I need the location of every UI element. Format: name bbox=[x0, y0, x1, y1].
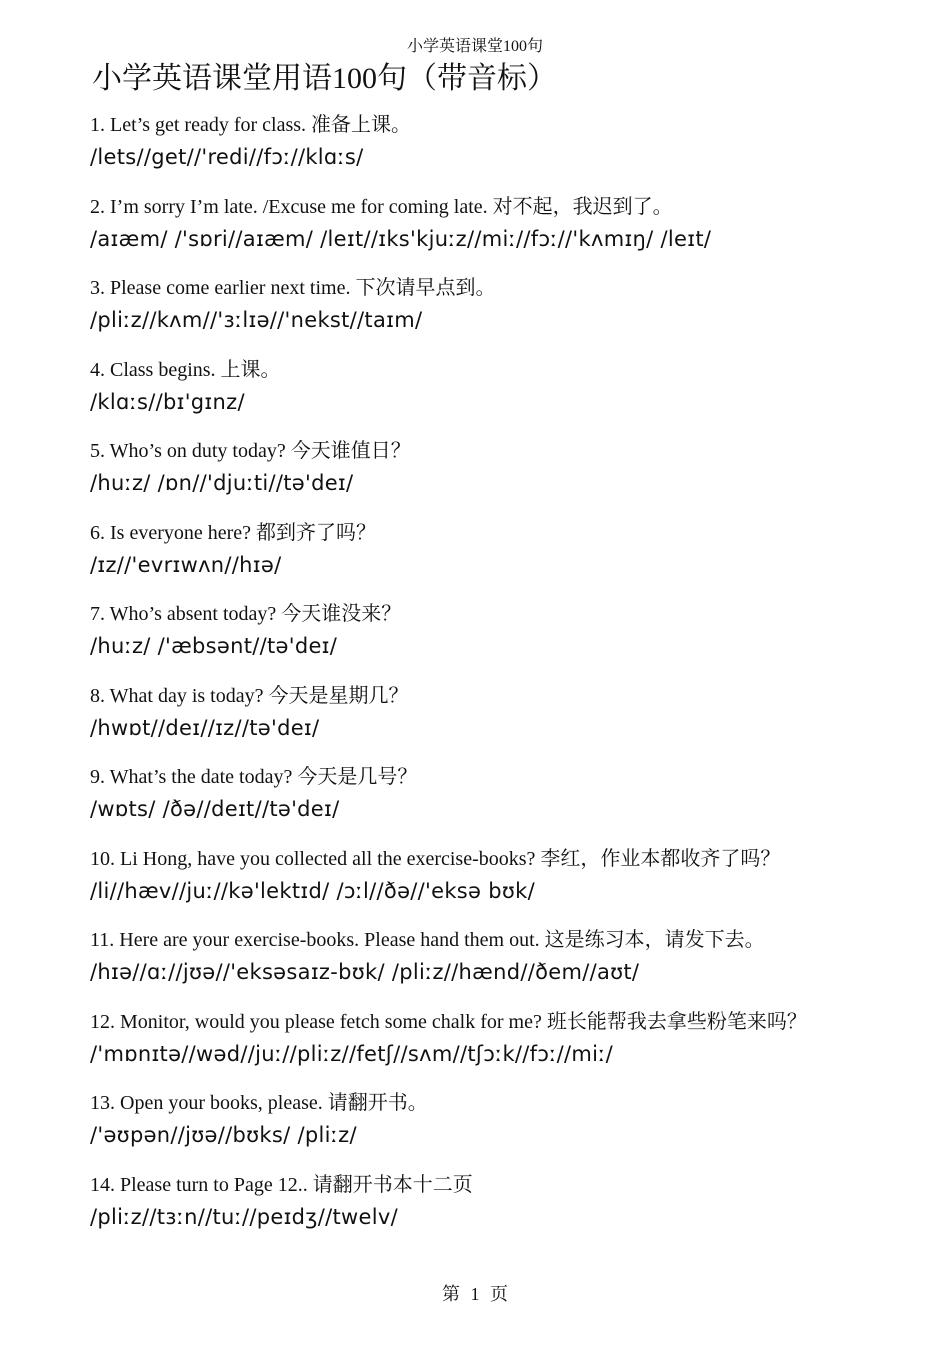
phonetic-text: /klɑːs//bɪ'gɪnz/ bbox=[90, 389, 245, 414]
list-item bbox=[90, 762, 910, 844]
phonetic-text: /hɪə//ɑː//jʊə//'eksəsaɪz-bʊk/ /pliːz//hænd//ðem//aʊt/ bbox=[90, 960, 640, 984]
sentence-text: 13. Open your books, please. 请翻开书。 bbox=[90, 1092, 428, 1114]
list-item bbox=[90, 436, 910, 518]
sentence-text: 2. I’m sorry I’m late. /Excuse me for coming late. 对不起，我迟到了。 bbox=[90, 195, 673, 218]
sentence-text: 6. Is everyone here? 都到齐了吗？ bbox=[90, 521, 377, 544]
phonetic-text: /lets//get//'redi//fɔː//klɑːs/ bbox=[90, 145, 364, 169]
sentence-text: 7. Who’s absent today? 今天谁没来？ bbox=[90, 603, 402, 625]
sentence-text: 5. Who’s on duty today? 今天谁值日？ bbox=[90, 440, 411, 462]
list-item bbox=[90, 844, 910, 926]
list-item bbox=[90, 273, 910, 355]
list-item bbox=[90, 110, 910, 192]
list-item bbox=[90, 681, 910, 763]
list-item bbox=[90, 355, 910, 437]
running-header: 小学英语课堂100句 bbox=[406, 38, 543, 55]
phonetic-text: /'əʊpən//jʊə//bʊks/ /pliːz/ bbox=[90, 1123, 357, 1147]
page-title: 小学英语课堂用语100句（带音标） bbox=[92, 62, 557, 95]
list-item bbox=[90, 1007, 910, 1089]
phrase-list bbox=[90, 110, 910, 1251]
phonetic-text: /huːz/ /'æbsənt//tə'deɪ/ bbox=[90, 634, 338, 658]
sentence-text: 9. What’s the date today? 今天是几号？ bbox=[90, 766, 418, 788]
list-item bbox=[90, 925, 910, 1007]
sentence-text: 12. Monitor, would you please fetch some chalk for me? 班长能帮我去拿些粉笔来吗？ bbox=[90, 1010, 807, 1033]
page-number: 第 1 页 bbox=[442, 1284, 508, 1304]
sentence-text: 10. Li Hong, have you collected all the exercise-books? 李红，作业本都收齐了吗？ bbox=[90, 847, 781, 870]
list-item bbox=[90, 518, 910, 600]
phonetic-text: /hwɒt//deɪ//ɪz//tə'deɪ/ bbox=[90, 715, 320, 740]
phonetic-text: /'mɒnɪtə//wəd//juː//pliːz//fetʃ//sʌm//tʃɔːk//fɔː//miː/ bbox=[90, 1041, 613, 1066]
phonetic-text: /wɒts/ /ðə//deɪt//tə'deɪ/ bbox=[90, 797, 340, 821]
phonetic-text: /huːz/ /ɒn//'djuːti//tə'deɪ/ bbox=[90, 471, 354, 495]
sentence-text: 8. What day is today? 今天是星期几？ bbox=[90, 684, 409, 707]
phonetic-text: /ɪz//'evrɪwʌn//hɪə/ bbox=[90, 552, 282, 577]
sentence-text: 1. Let’s get ready for class. 准备上课。 bbox=[90, 114, 412, 136]
phonetic-text: /aɪæm/ /'sɒri//aɪæm/ /leɪt//ɪks'kjuːz//miː//fɔː//'kʌmɪŋ/ /leɪt/ bbox=[90, 226, 712, 251]
list-item bbox=[90, 1170, 910, 1252]
sentence-text: 14. Please turn to Page 12.. 请翻开书本十二页 bbox=[90, 1173, 473, 1196]
list-item bbox=[90, 1088, 910, 1170]
phonetic-text: /li//hæv//juː//kə'lektɪd/ /ɔːl//ðə//'eksə bʊk/ bbox=[90, 878, 535, 903]
list-item bbox=[90, 192, 910, 274]
sentence-text: 11. Here are your exercise-books. Please hand them out. 这是练习本，请发下去。 bbox=[90, 929, 765, 951]
phonetic-text: /pliːz//kʌm//'ɜːlɪə//'nekst//taɪm/ bbox=[90, 308, 423, 332]
phonetic-text: /pliːz//tɜːn//tuː//peɪdʒ//twelv/ bbox=[90, 1204, 398, 1229]
list-item bbox=[90, 599, 910, 681]
sentence-text: 4. Class begins. 上课。 bbox=[90, 358, 281, 381]
sentence-text: 3. Please come earlier next time. 下次请早点到。 bbox=[90, 277, 496, 299]
